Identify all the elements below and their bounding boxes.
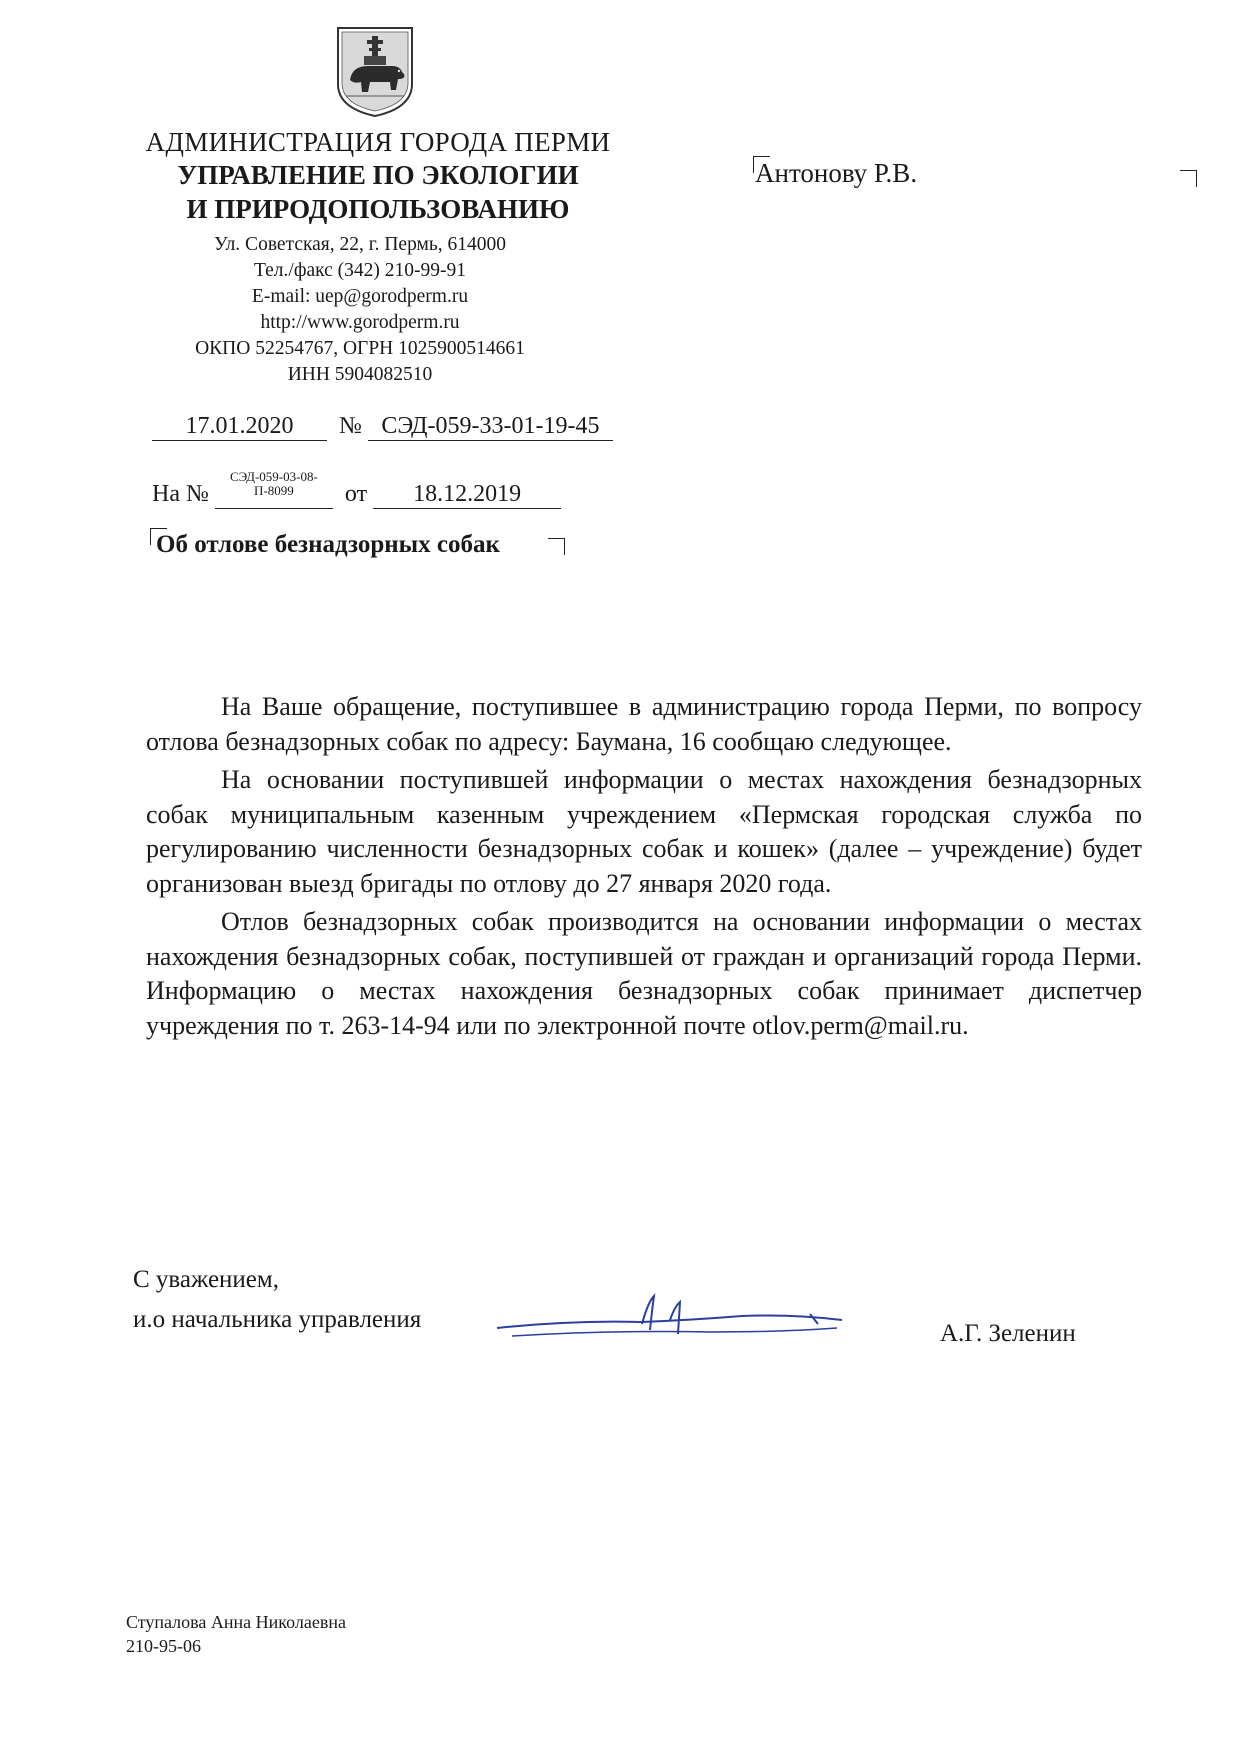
executor-name: Ступалова Анна Николаевна — [126, 1612, 346, 1632]
reply-number-line-1: СЭД-059-03-08- — [229, 469, 318, 484]
handwritten-signature — [492, 1290, 852, 1350]
signer-position: и.о начальника управления — [133, 1306, 422, 1333]
executor-info — [126, 1610, 346, 1658]
reply-date: 18.12.2019 — [373, 481, 561, 509]
coat-of-arms-icon — [334, 22, 416, 118]
outgoing-registration — [152, 413, 613, 441]
body-paragraph-1: На Ваше обращение, поступившее в администрацию города Перми, по вопросу отлова безнадзорных собак по адресу: Баумана, 16 сообщаю следующее. — [146, 692, 1142, 756]
reply-reference — [152, 470, 561, 509]
letter-body — [146, 690, 1142, 1043]
website: http://www.gorodperm.ru — [260, 312, 460, 333]
letterhead-contacts — [140, 232, 580, 388]
body-paragraph-2: На основании поступившей информации о местах нахождения безнадзорных собак муниципальным казенным учреждением «Пермская городская служба по регулированию численности безнадзорных собак и кошек» (далее – учреждение) будет организован выезд бригады по отлову до 27 января 2020 года. — [146, 765, 1142, 898]
letterhead — [118, 126, 638, 226]
reply-number-line-2: П-8099 — [254, 483, 294, 498]
closing-regards: С уважением, — [133, 1266, 279, 1293]
addressee: Антонову Р.В. — [755, 158, 918, 188]
email: E-mail: uep@gorodperm.ru — [251, 286, 469, 307]
closing-block — [133, 1260, 421, 1340]
number-label: № — [339, 413, 362, 439]
outgoing-date: 17.01.2020 — [152, 413, 327, 441]
body-paragraph-3: Отлов безнадзорных собак производится на основании информации о местах нахождения безнадзорных собак, поступившей от граждан и организаций города Перми. Информацию о местах нахождения безнадзорных собак принимает диспетчер учреждения по т. 263-14-94 или по электронной почте otlov.perm@mail.ru. — [146, 907, 1142, 1040]
letter-subject: Об отлове безнадзорных собак — [156, 531, 500, 558]
addressee-corner-mark-right — [1180, 170, 1197, 187]
organization-name: АДМИНИСТРАЦИЯ ГОРОДА ПЕРМИ — [145, 127, 611, 157]
registration-codes: ОКПО 52254767, ОГРН 1025900514661 — [195, 338, 525, 359]
reply-number — [215, 470, 333, 509]
reply-from-label: от — [344, 481, 368, 507]
subject-corner-mark-right — [548, 538, 565, 555]
department-name-line-1: УПРАВЛЕНИЕ ПО ЭКОЛОГИИ — [177, 160, 579, 190]
outgoing-number: СЭД-059-33-01-19-45 — [368, 413, 613, 441]
signer-name: А.Г. Зеленин — [940, 1320, 1076, 1347]
inn: ИНН 5904082510 — [287, 364, 433, 385]
phone-fax: Тел./факс (342) 210-99-91 — [253, 260, 466, 281]
address: Ул. Советская, 22, г. Пермь, 614000 — [213, 234, 507, 255]
department-name-line-2: И ПРИРОДОПОЛЬЗОВАНИЮ — [186, 194, 570, 224]
executor-phone: 210-95-06 — [126, 1636, 201, 1656]
reply-number-label: На № — [152, 481, 209, 507]
